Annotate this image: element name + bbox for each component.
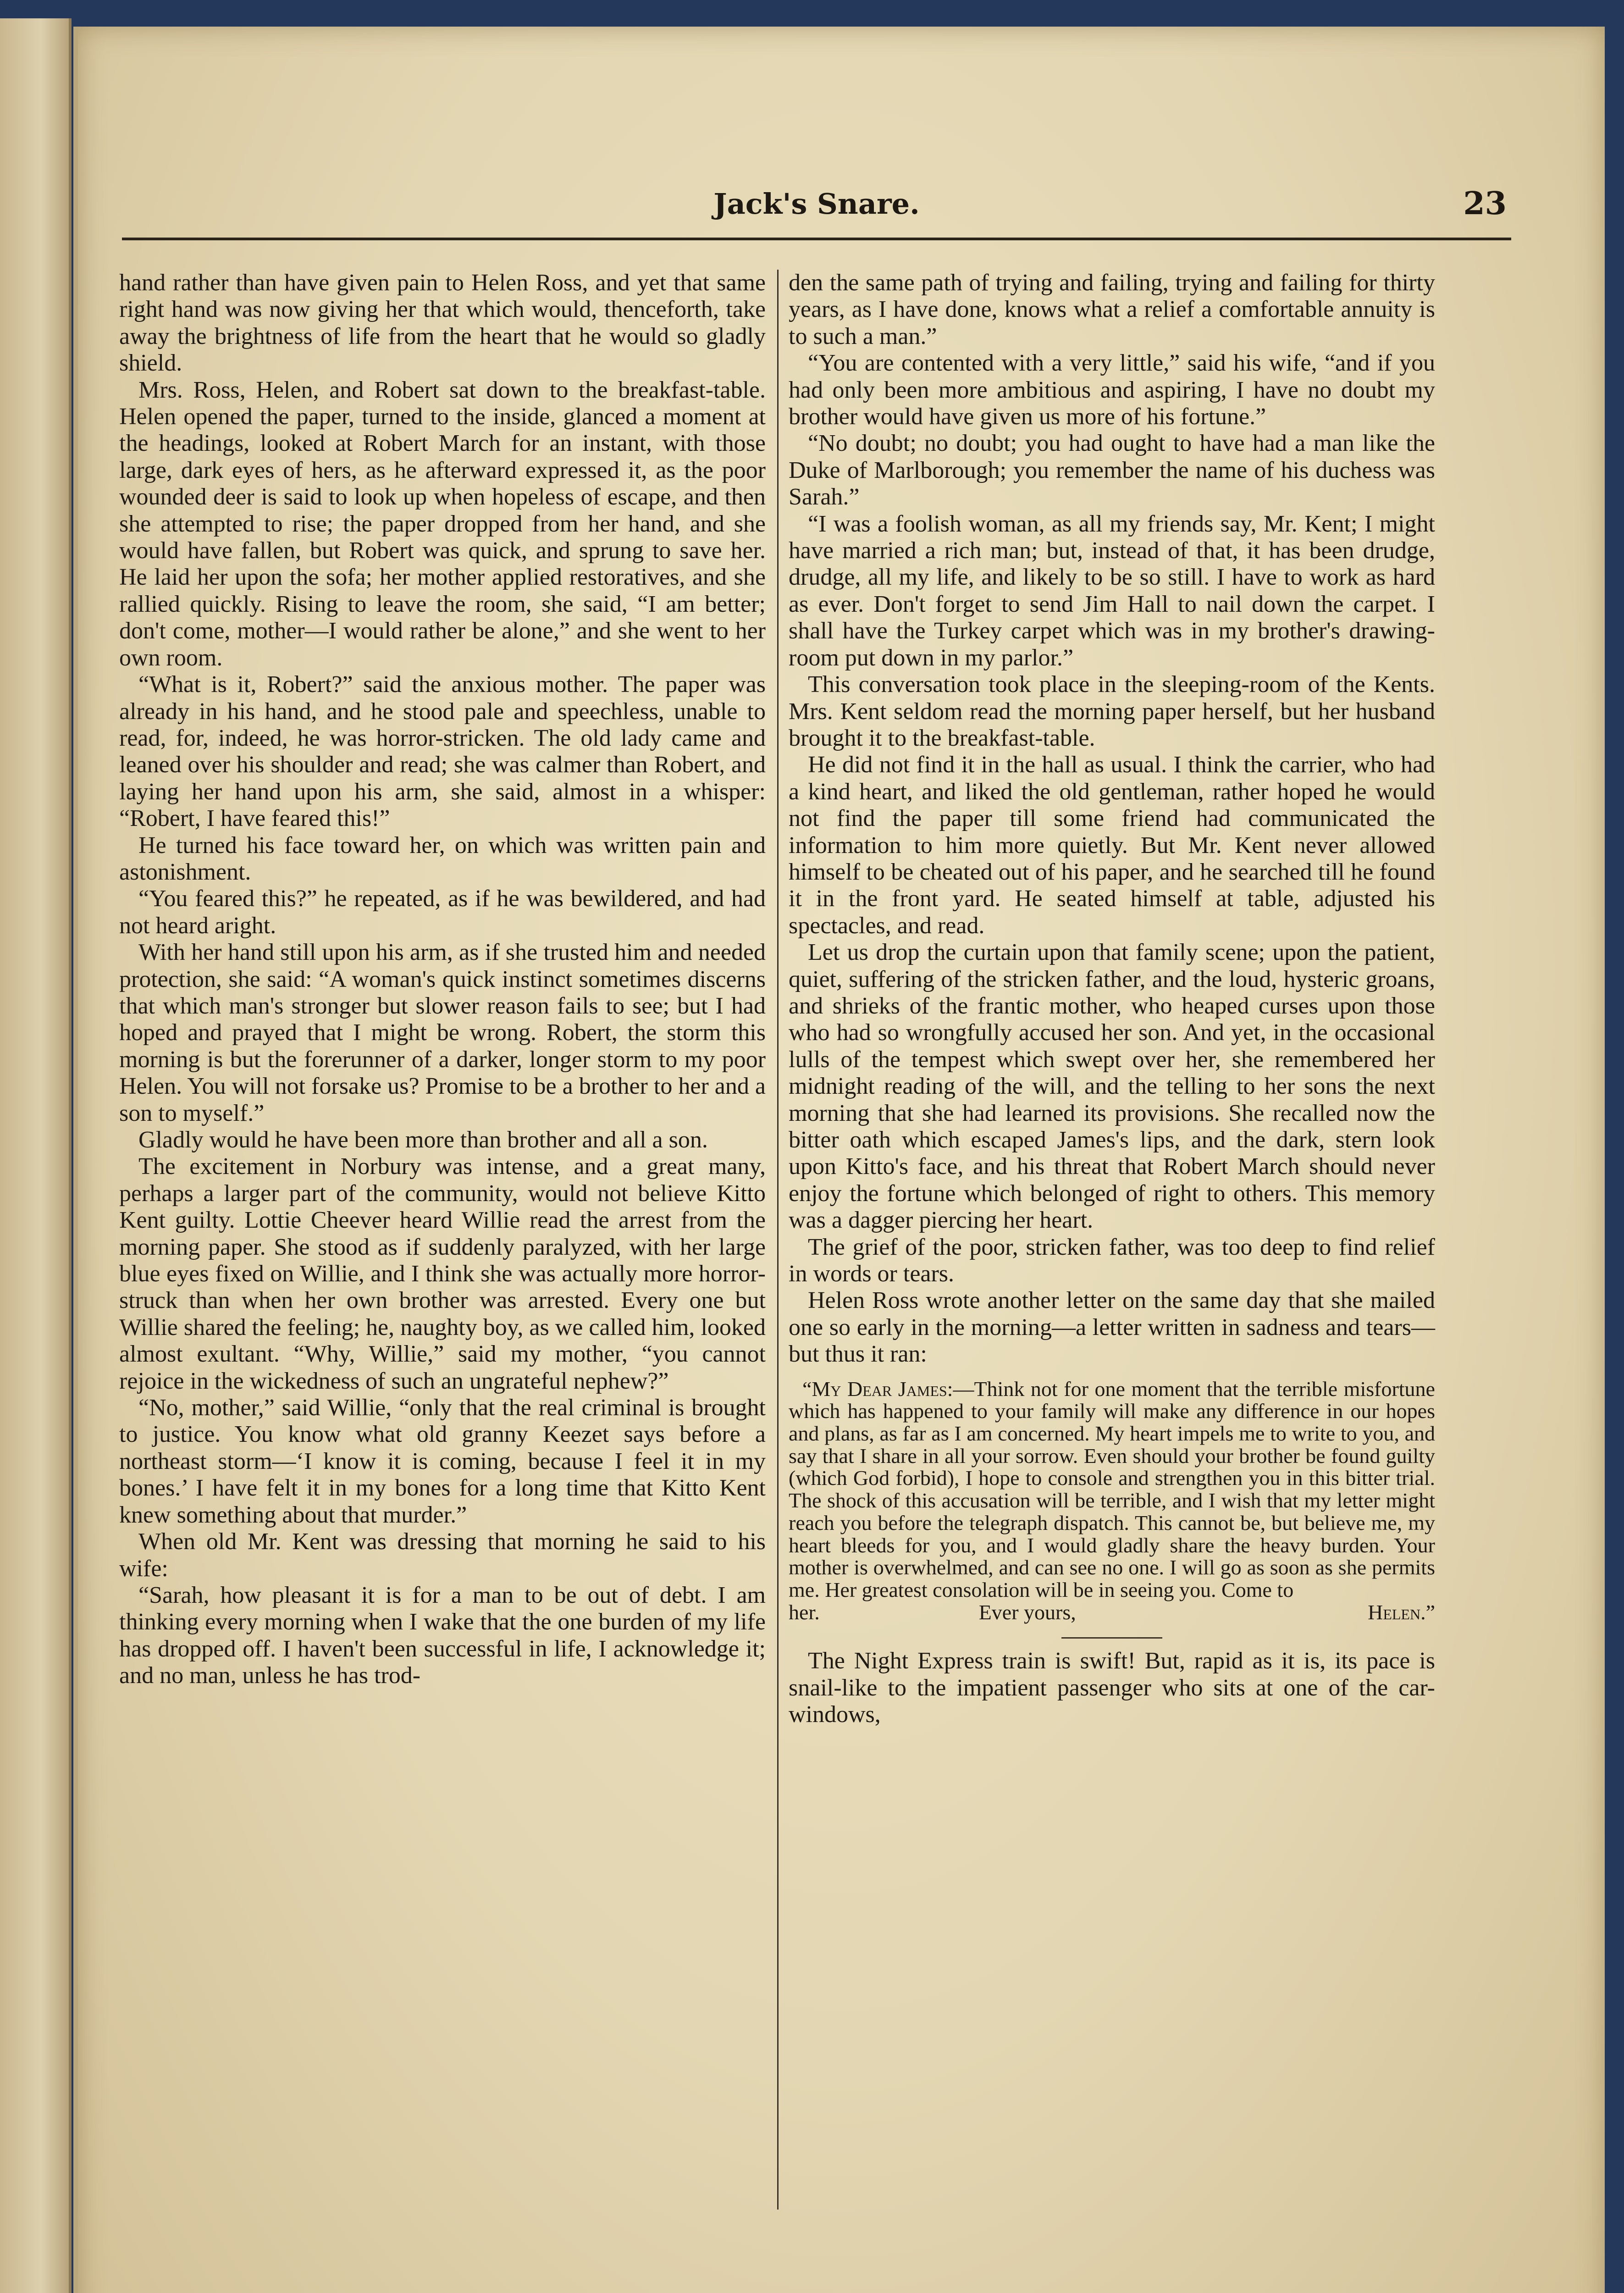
paragraph: “Sarah, how pleasant it is for a man to be out of debt. I am thinking every morning when I wake that the one burden of my life has dropped off. I haven't been successful in life, I acknowledge it; and no man, unless he has trod- <box>119 1582 766 1689</box>
letter-closing-start: her. <box>789 1600 820 1624</box>
page-number: 23 <box>1463 185 1507 222</box>
book-page <box>73 27 1605 2293</box>
paragraph: “No doubt; no doubt; you had ought to have had a man like the Duke of Marlborough; you remember the name of his duchess was Sarah.” <box>789 430 1435 510</box>
right-column <box>789 270 1435 1728</box>
paragraph: “I was a foolish woman, as all my friends say, Mr. Kent; I might have married a rich man; but, instead of that, it has been drudge, drudge, all my life, and likely to be so still. I have to work as hard as ever. Don't forget to send Jim Hall to nail down the carpet. I shall have the Turkey carpet which was in my brother's drawing-room put down in my parlor.” <box>789 510 1435 671</box>
paragraph: Let us drop the curtain upon that family scene; upon the patient, quiet, suffering of the stricken father, and the loud, hysteric groans, and shrieks of the frantic mother, who heaped curses upon those who had so wrongfully accused her son. And yet, in the occasional lulls of the tempest which swept over her, she remembered her midnight reading of the will, and the telling to her sons the next morning that she had learned its provisions. She recalled now the bitter oath which escaped James's lips, and the dark, stern look upon Kitto's face, and his threat that Robert March should never enjoy the fortune which belonged of right to others. This memory was a dagger piercing her heart. <box>789 939 1435 1234</box>
paragraph: When old Mr. Kent was dressing that morning he said to his wife: <box>119 1529 766 1582</box>
paragraph: With her hand still upon his arm, as if she trusted him and needed protection, she said: “A woman's quick instinct sometimes discerns that which man's stronger but slower reason fails to see; but I had hoped and prayed that I might be wrong. Robert, the storm this morning is but the forerunner of a darker, longer storm to my poor Helen. You will not forsake us? Promise to be a brother to her and a son to myself.” <box>119 939 766 1126</box>
paragraph: Helen Ross wrote another letter on the same day that she mailed one so early in the morning—a letter written in sadness and tears—but thus it ran: <box>789 1287 1435 1368</box>
letter-signature: Helen.” <box>1368 1600 1435 1624</box>
paragraph: “No, mother,” said Willie, “only that the real criminal is brought to justice. You know what old granny Keezet says before a northeast storm—‘I know it is coming, because I feel it in my bones.’ I have felt it in my bones for a long time that Kitto Kent knew something about that murder.” <box>119 1395 766 1528</box>
running-header <box>122 173 1511 240</box>
left-column <box>119 270 766 1689</box>
letter-body: “My Dear James:—Think not for one moment that the terrible misfortune which has happened to your family will make any difference in our hopes and plans, as far as I am concerned. My heart impels me to write to you, and say that I share in all your sorrow. Even should your brother be found guilty (which God forbid), I hope to console and strengthen you in this bitter trial. The shock of this accusation will be terrible, and I wish that my letter might reach you before the telegraph dispatch. This cannot be, but believe me, my heart bleeds for you, and I would gladly share the heavy burden. Your mother is overwhelmed, and can see no one. I will go as soon as she permits me. Her greatest consolation will be in seeing you. Come to <box>789 1377 1435 1601</box>
letter-text: —Think not for one moment that the terrible misfortune which has happened to your family will make any difference in our hopes and plans, as far as I am concerned. My heart impels me to write to you, and say that I share in all your sorrow. Even should your brother be found guilty (which God forbid), I hope to console and strengthen you in this bitter trial. The shock of this accusation will be terrible, and I wish that my letter might reach you before the telegraph dispatch. This cannot be, but believe me, my heart bleeds for you, and I would gladly share the heavy burden. Your mother is overwhelmed, and can see no one. I will go as soon as she permits me. Her greatest consolation will be in seeing you. Come to <box>789 1377 1435 1601</box>
previous-page-edge <box>0 18 72 2293</box>
paragraph: Mrs. Ross, Helen, and Robert sat down to the breakfast-table. Helen opened the paper, turned to the inside, glanced a moment at the headings, looked at Robert March for an instant, with those large, dark eyes of hers, as he afterward expressed it, as the poor wounded deer is said to look up when hopeless of escape, and then she attempted to rise; the paper dropped from her hand, and she would have fallen, but Robert was quick, and sprung to save her. He laid her upon the sofa; her mother applied restoratives, and she rallied quickly. Rising to leave the room, she said, “I am better; don't come, mother—I would rather be alone,” and she went to her own room. <box>119 377 766 671</box>
paragraph: hand rather than have given pain to Helen Ross, and yet that same right hand was now giving her that which would, thenceforth, take away the brightness of life from the heart that he would so gladly shield. <box>119 270 766 377</box>
paragraph: The excitement in Norbury was intense, and a great many, perhaps a larger part of the community, would not believe Kitto Kent guilty. Lottie Cheever heard Willie read the arrest from the morning paper. She stood as if suddenly paralyzed, with her large blue eyes fixed on Willie, and I think she was actually more horror-struck than when her own brother was arrested. Every one but Willie shared the feeling; he, naughty boy, as we called him, looked almost exultant. “Why, Willie,” said my mother, “you cannot rejoice in the wickedness of such an ungrateful nephew?” <box>119 1153 766 1394</box>
letter-valediction: Ever yours, <box>978 1600 1076 1624</box>
paragraph: This conversation took place in the sleeping-room of the Kents. Mrs. Kent seldom read the morning paper herself, but her husband brought it to the breakfast-table. <box>789 671 1435 751</box>
section-rule <box>1061 1637 1162 1639</box>
paragraph: He did not find it in the hall as usual. I think the carrier, who had a kind heart, and liked the old gentleman, rather hoped he would not find the paper till some friend had communicated the information to him more quietly. But Mr. Kent never allowed himself to be cheated out of his paper, and he searched till he found it in the front yard. He seated himself at table, adjusted his spectacles, and read. <box>789 752 1435 939</box>
paragraph: The Night Express train is swift! But, rapid as it is, its pace is snail-like to the impatient passenger who sits at one of the car-windows, <box>789 1648 1435 1728</box>
paragraph: Gladly would he have been more than brother and all a son. <box>138 1127 708 1153</box>
letter-salutation: My Dear James: <box>812 1377 953 1401</box>
running-title: Jack's Snare. <box>713 187 920 221</box>
paragraph: “You feared this?” he repeated, as if he was bewildered, and had not heard aright. <box>119 886 766 939</box>
paragraph: “What is it, Robert?” said the anxious mother. The paper was already in his hand, and he stood pale and speechless, unable to read, for, indeed, he was horror-stricken. The old lady came and leaned over his shoulder and read; she was calmer than Robert, and laying her hand upon his arm, she said, almost in a whisper: “Robert, I have feared this!” <box>119 671 766 832</box>
paragraph: “You are contented with a very little,” said his wife, “and if you had only been more ambitious and aspiring, I have no doubt my brother would have given us more of his fortune.” <box>789 350 1435 430</box>
column-divider <box>777 270 779 2210</box>
paragraph: The grief of the poor, stricken father, was too deep to find relief in words or tears. <box>789 1234 1435 1287</box>
paragraph: He turned his face toward her, on which was written pain and astonishment. <box>119 832 766 885</box>
letter-closing <box>789 1601 1435 1624</box>
paragraph: den the same path of trying and failing, trying and failing for thirty years, as I have done, knows what a relief a comfortable annuity is to such a man.” <box>789 270 1435 349</box>
